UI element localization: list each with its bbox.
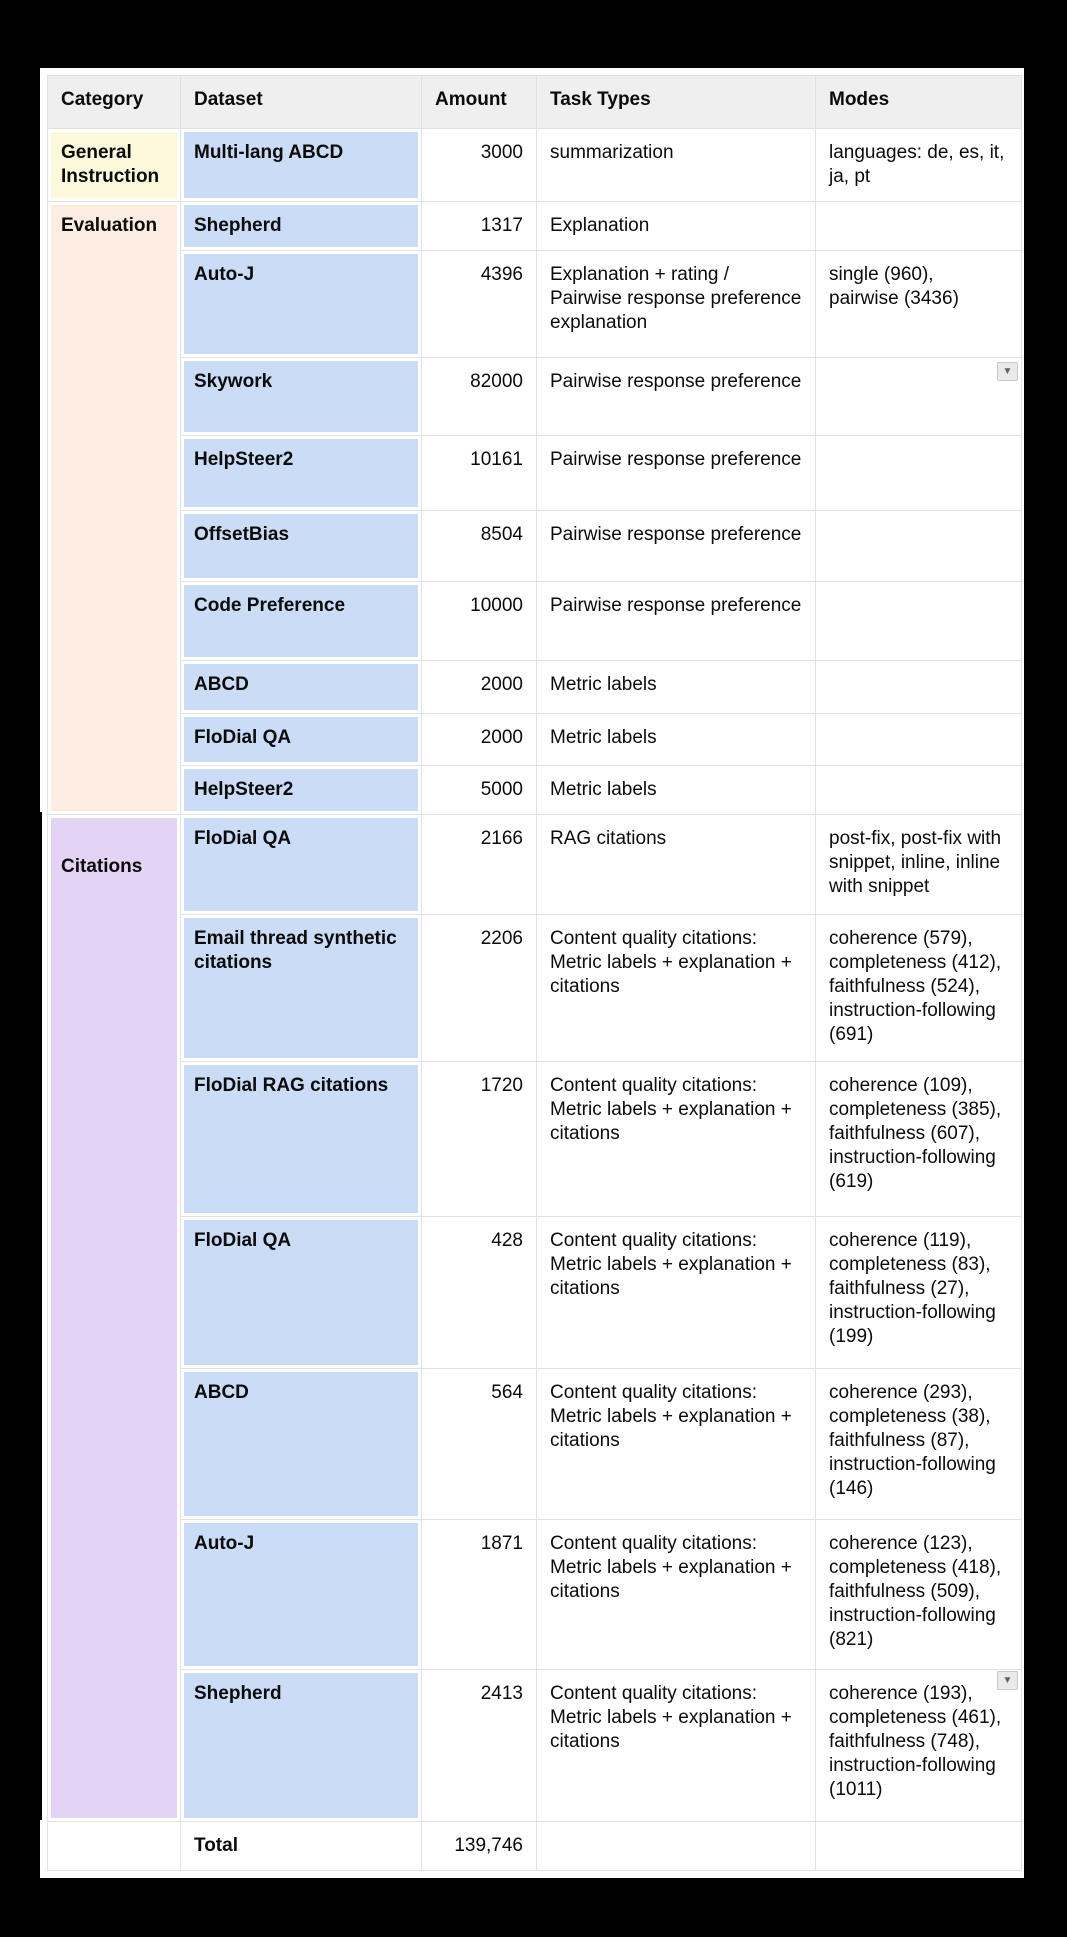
dataset-cell-text: Code Preference: [194, 595, 346, 616]
table-row: [48, 202, 1022, 251]
modes-cell: [816, 661, 1022, 714]
task-types-cell-text: Content quality citations: Metric labels + explanation + citations: [550, 1075, 792, 1144]
modes-cell-text: coherence (123), completeness (418), faithfulness (509), instruction-following (821): [829, 1533, 1002, 1650]
modes-cell-text: languages: de, es, it, ja, pt: [829, 142, 1005, 187]
modes-cell: [816, 915, 1022, 1062]
table-header-row: [48, 76, 1022, 129]
dataset-cell-text: ABCD: [194, 674, 249, 695]
modes-cell: [816, 1062, 1022, 1217]
task-types-cell-text: Metric labels: [550, 779, 657, 800]
dataset-cell: [181, 202, 422, 251]
task-types-cell: [537, 815, 816, 915]
category-cell-citations-text: Citations: [61, 856, 143, 877]
task-types-cell: [537, 129, 816, 202]
task-types-cell-text: Content quality citations: Metric labels + explanation + citations: [550, 1230, 792, 1299]
dataset-cell-text: FloDial QA: [194, 1230, 292, 1251]
amount-cell: [422, 358, 537, 436]
amount-cell-text: 564: [491, 1382, 523, 1403]
total-row: [48, 1822, 1022, 1871]
amount-cell-text: 1317: [480, 215, 523, 236]
header-row: [48, 76, 1022, 129]
modes-cell-text: post-fix, post-fix with snippet, inline, inline with snippet: [829, 828, 1002, 897]
amount-cell-text: 2000: [480, 727, 523, 748]
amount-cell: [422, 661, 537, 714]
dataset-cell: [181, 1670, 422, 1822]
modes-cell: [816, 766, 1022, 815]
amount-cell-text: 2206: [480, 928, 523, 949]
task-types-cell-text: Pairwise response preference: [550, 449, 802, 470]
amount-cell-text: 1871: [480, 1533, 523, 1554]
dataset-cell-text: FloDial QA: [194, 828, 292, 849]
dataset-cell: [181, 511, 422, 582]
task-types-cell: [537, 1217, 816, 1369]
category-cell-general-instruction-text: General Instruction: [61, 142, 160, 187]
modes-cell: [816, 1822, 1022, 1871]
task-types-cell-text: Pairwise response preference: [550, 524, 802, 545]
task-types-cell: [537, 714, 816, 766]
modes-cell: [816, 129, 1022, 202]
dataset-cell: [181, 714, 422, 766]
table-selection-bar: [36, 812, 42, 1820]
amount-cell-text: 2413: [480, 1683, 523, 1704]
total-amount-cell-text: 139,746: [454, 1835, 523, 1856]
table-row: [48, 251, 1022, 358]
table-row: [48, 358, 1022, 436]
dataset-cell: [181, 1217, 422, 1369]
amount-cell-text: 10161: [470, 449, 523, 470]
amount-cell-text: 428: [491, 1230, 523, 1251]
task-types-cell: [537, 661, 816, 714]
amount-cell: [422, 436, 537, 511]
task-types-cell: [537, 436, 816, 511]
amount-cell-text: 2000: [480, 674, 523, 695]
category-cell-general-instruction: [48, 129, 181, 202]
dataset-cell-text: FloDial RAG citations: [194, 1075, 389, 1096]
task-types-cell-text: Content quality citations: Metric labels + explanation + citations: [550, 1683, 792, 1752]
amount-cell: [422, 1217, 537, 1369]
amount-cell: [422, 511, 537, 582]
amount-cell-text: 4396: [480, 264, 523, 285]
table-row: [48, 1217, 1022, 1369]
task-types-cell: [537, 1670, 816, 1822]
modes-cell: [816, 436, 1022, 511]
task-types-cell: [537, 251, 816, 358]
table-row: [48, 582, 1022, 661]
table-row: [48, 1520, 1022, 1670]
task-types-cell-text: Content quality citations: Metric labels + explanation + citations: [550, 928, 792, 997]
task-types-cell: [537, 582, 816, 661]
header-cell-amount: Amount: [422, 76, 537, 129]
dataset-table-container: [40, 68, 1024, 1878]
task-types-cell: [537, 1062, 816, 1217]
dataset-cell-text: Email thread synthetic citations: [194, 928, 397, 973]
table-row: [48, 714, 1022, 766]
total-amount-cell: [422, 1822, 537, 1871]
modes-cell-text: coherence (119), completeness (83), faithfulness (27), instruction-following (199): [829, 1230, 996, 1347]
amount-cell: [422, 766, 537, 815]
header-cell-task-types: Task Types: [537, 76, 816, 129]
table-row: [48, 1062, 1022, 1217]
dataset-cell: [181, 1369, 422, 1520]
chevron-down-icon: ▼: [1002, 1674, 1013, 1686]
dataset-cell-text: Auto-J: [194, 1533, 255, 1554]
table-dropdown-button[interactable]: [997, 362, 1018, 381]
task-types-cell-text: summarization: [550, 142, 674, 163]
dataset-cell: [181, 1062, 422, 1217]
amount-cell: [422, 129, 537, 202]
dataset-cell-text: Shepherd: [194, 215, 282, 236]
amount-cell: [422, 815, 537, 915]
task-types-cell: [537, 1520, 816, 1670]
modes-cell: [816, 1520, 1022, 1670]
modes-cell-text: single (960), pairwise (3436): [829, 264, 959, 309]
dataset-table: [47, 75, 1022, 1871]
table-row: [48, 436, 1022, 511]
task-types-cell: [537, 1822, 816, 1871]
category-cell-empty: [48, 1822, 181, 1871]
amount-cell: [422, 1369, 537, 1520]
modes-cell: [816, 815, 1022, 915]
amount-cell: [422, 1670, 537, 1822]
dataset-cell-text: HelpSteer2: [194, 779, 294, 800]
task-types-cell-text: Explanation: [550, 215, 650, 236]
category-cell-evaluation: [48, 202, 181, 815]
category-cell-citations: [48, 815, 181, 1822]
amount-cell: [422, 1520, 537, 1670]
dataset-cell: [181, 129, 422, 202]
table-row: [48, 1369, 1022, 1520]
task-types-cell-text: RAG citations: [550, 828, 667, 849]
amount-cell: [422, 714, 537, 766]
table-row: [48, 1670, 1022, 1822]
amount-cell: [422, 202, 537, 251]
table-row: [48, 815, 1022, 915]
task-types-cell-text: Pairwise response preference: [550, 371, 802, 392]
task-types-cell: [537, 511, 816, 582]
table-row: [48, 511, 1022, 582]
modes-cell: [816, 251, 1022, 358]
dataset-cell: [181, 915, 422, 1062]
dataset-cell-text: ABCD: [194, 1382, 249, 1403]
modes-cell-text: coherence (193), completeness (461), faithfulness (748), instruction-following (1011): [829, 1683, 1002, 1800]
task-types-cell-text: Metric labels: [550, 727, 657, 748]
amount-cell-text: 5000: [480, 779, 523, 800]
task-types-cell: [537, 915, 816, 1062]
dataset-cell-text: Auto-J: [194, 264, 255, 285]
modes-cell: [816, 1670, 1022, 1822]
modes-cell-text: coherence (109), completeness (385), faithfulness (607), instruction-following (619): [829, 1075, 1002, 1192]
table-row: [48, 129, 1022, 202]
dataset-cell-text: OffsetBias: [194, 524, 290, 545]
amount-cell-text: 2166: [480, 828, 523, 849]
table-row: [48, 661, 1022, 714]
task-types-cell: [537, 202, 816, 251]
amount-cell-text: 82000: [470, 371, 523, 392]
task-types-cell-text: Content quality citations: Metric labels + explanation + citations: [550, 1533, 792, 1602]
amount-cell: [422, 582, 537, 661]
modes-cell: [816, 1217, 1022, 1369]
header-cell-dataset: Dataset: [181, 76, 422, 129]
modes-cell: [816, 1369, 1022, 1520]
task-types-cell: [537, 766, 816, 815]
modes-cell: [816, 511, 1022, 582]
dataset-cell-text: Skywork: [194, 371, 273, 392]
task-types-cell: [537, 1369, 816, 1520]
task-types-cell: [537, 358, 816, 436]
modes-cell: [816, 202, 1022, 251]
category-cell-evaluation-text: Evaluation: [61, 215, 158, 236]
dataset-cell: [181, 358, 422, 436]
header-cell-category: Category: [48, 76, 181, 129]
amount-cell-text: 1720: [480, 1075, 523, 1096]
task-types-cell-text: Content quality citations: Metric labels + explanation + citations: [550, 1382, 792, 1451]
table-dropdown-button[interactable]: [997, 1671, 1018, 1690]
table-row: [48, 915, 1022, 1062]
modes-cell: [816, 358, 1022, 436]
table-body: [48, 129, 1022, 1871]
total-label-cell-text: Total: [194, 1835, 238, 1856]
dataset-cell: [181, 251, 422, 358]
task-types-cell-text: Pairwise response preference: [550, 595, 802, 616]
amount-cell: [422, 1062, 537, 1217]
dataset-cell-text: Multi-lang ABCD: [194, 142, 344, 163]
amount-cell: [422, 251, 537, 358]
dataset-cell-text: Shepherd: [194, 1683, 282, 1704]
modes-cell: [816, 582, 1022, 661]
amount-cell-text: 8504: [480, 524, 523, 545]
dataset-cell-text: FloDial QA: [194, 727, 292, 748]
modes-cell: [816, 714, 1022, 766]
dataset-cell: [181, 815, 422, 915]
task-types-cell-text: Explanation + rating / Pairwise response preference explanation: [550, 264, 802, 333]
total-label-cell: [181, 1822, 422, 1871]
task-types-cell-text: Metric labels: [550, 674, 657, 695]
dataset-cell-text: HelpSteer2: [194, 449, 294, 470]
modes-cell-text: coherence (579), completeness (412), faithfulness (524), instruction-following (691): [829, 928, 1002, 1045]
modes-cell-text: coherence (293), completeness (38), faithfulness (87), instruction-following (146): [829, 1382, 996, 1499]
dataset-cell: [181, 766, 422, 815]
table-row: [48, 766, 1022, 815]
dataset-cell: [181, 1520, 422, 1670]
amount-cell-text: 3000: [480, 142, 523, 163]
dataset-cell: [181, 436, 422, 511]
chevron-down-icon: ▼: [1002, 365, 1013, 377]
amount-cell-text: 10000: [470, 595, 523, 616]
dataset-cell: [181, 661, 422, 714]
header-cell-modes: Modes: [816, 76, 1022, 129]
amount-cell: [422, 915, 537, 1062]
dataset-cell: [181, 582, 422, 661]
